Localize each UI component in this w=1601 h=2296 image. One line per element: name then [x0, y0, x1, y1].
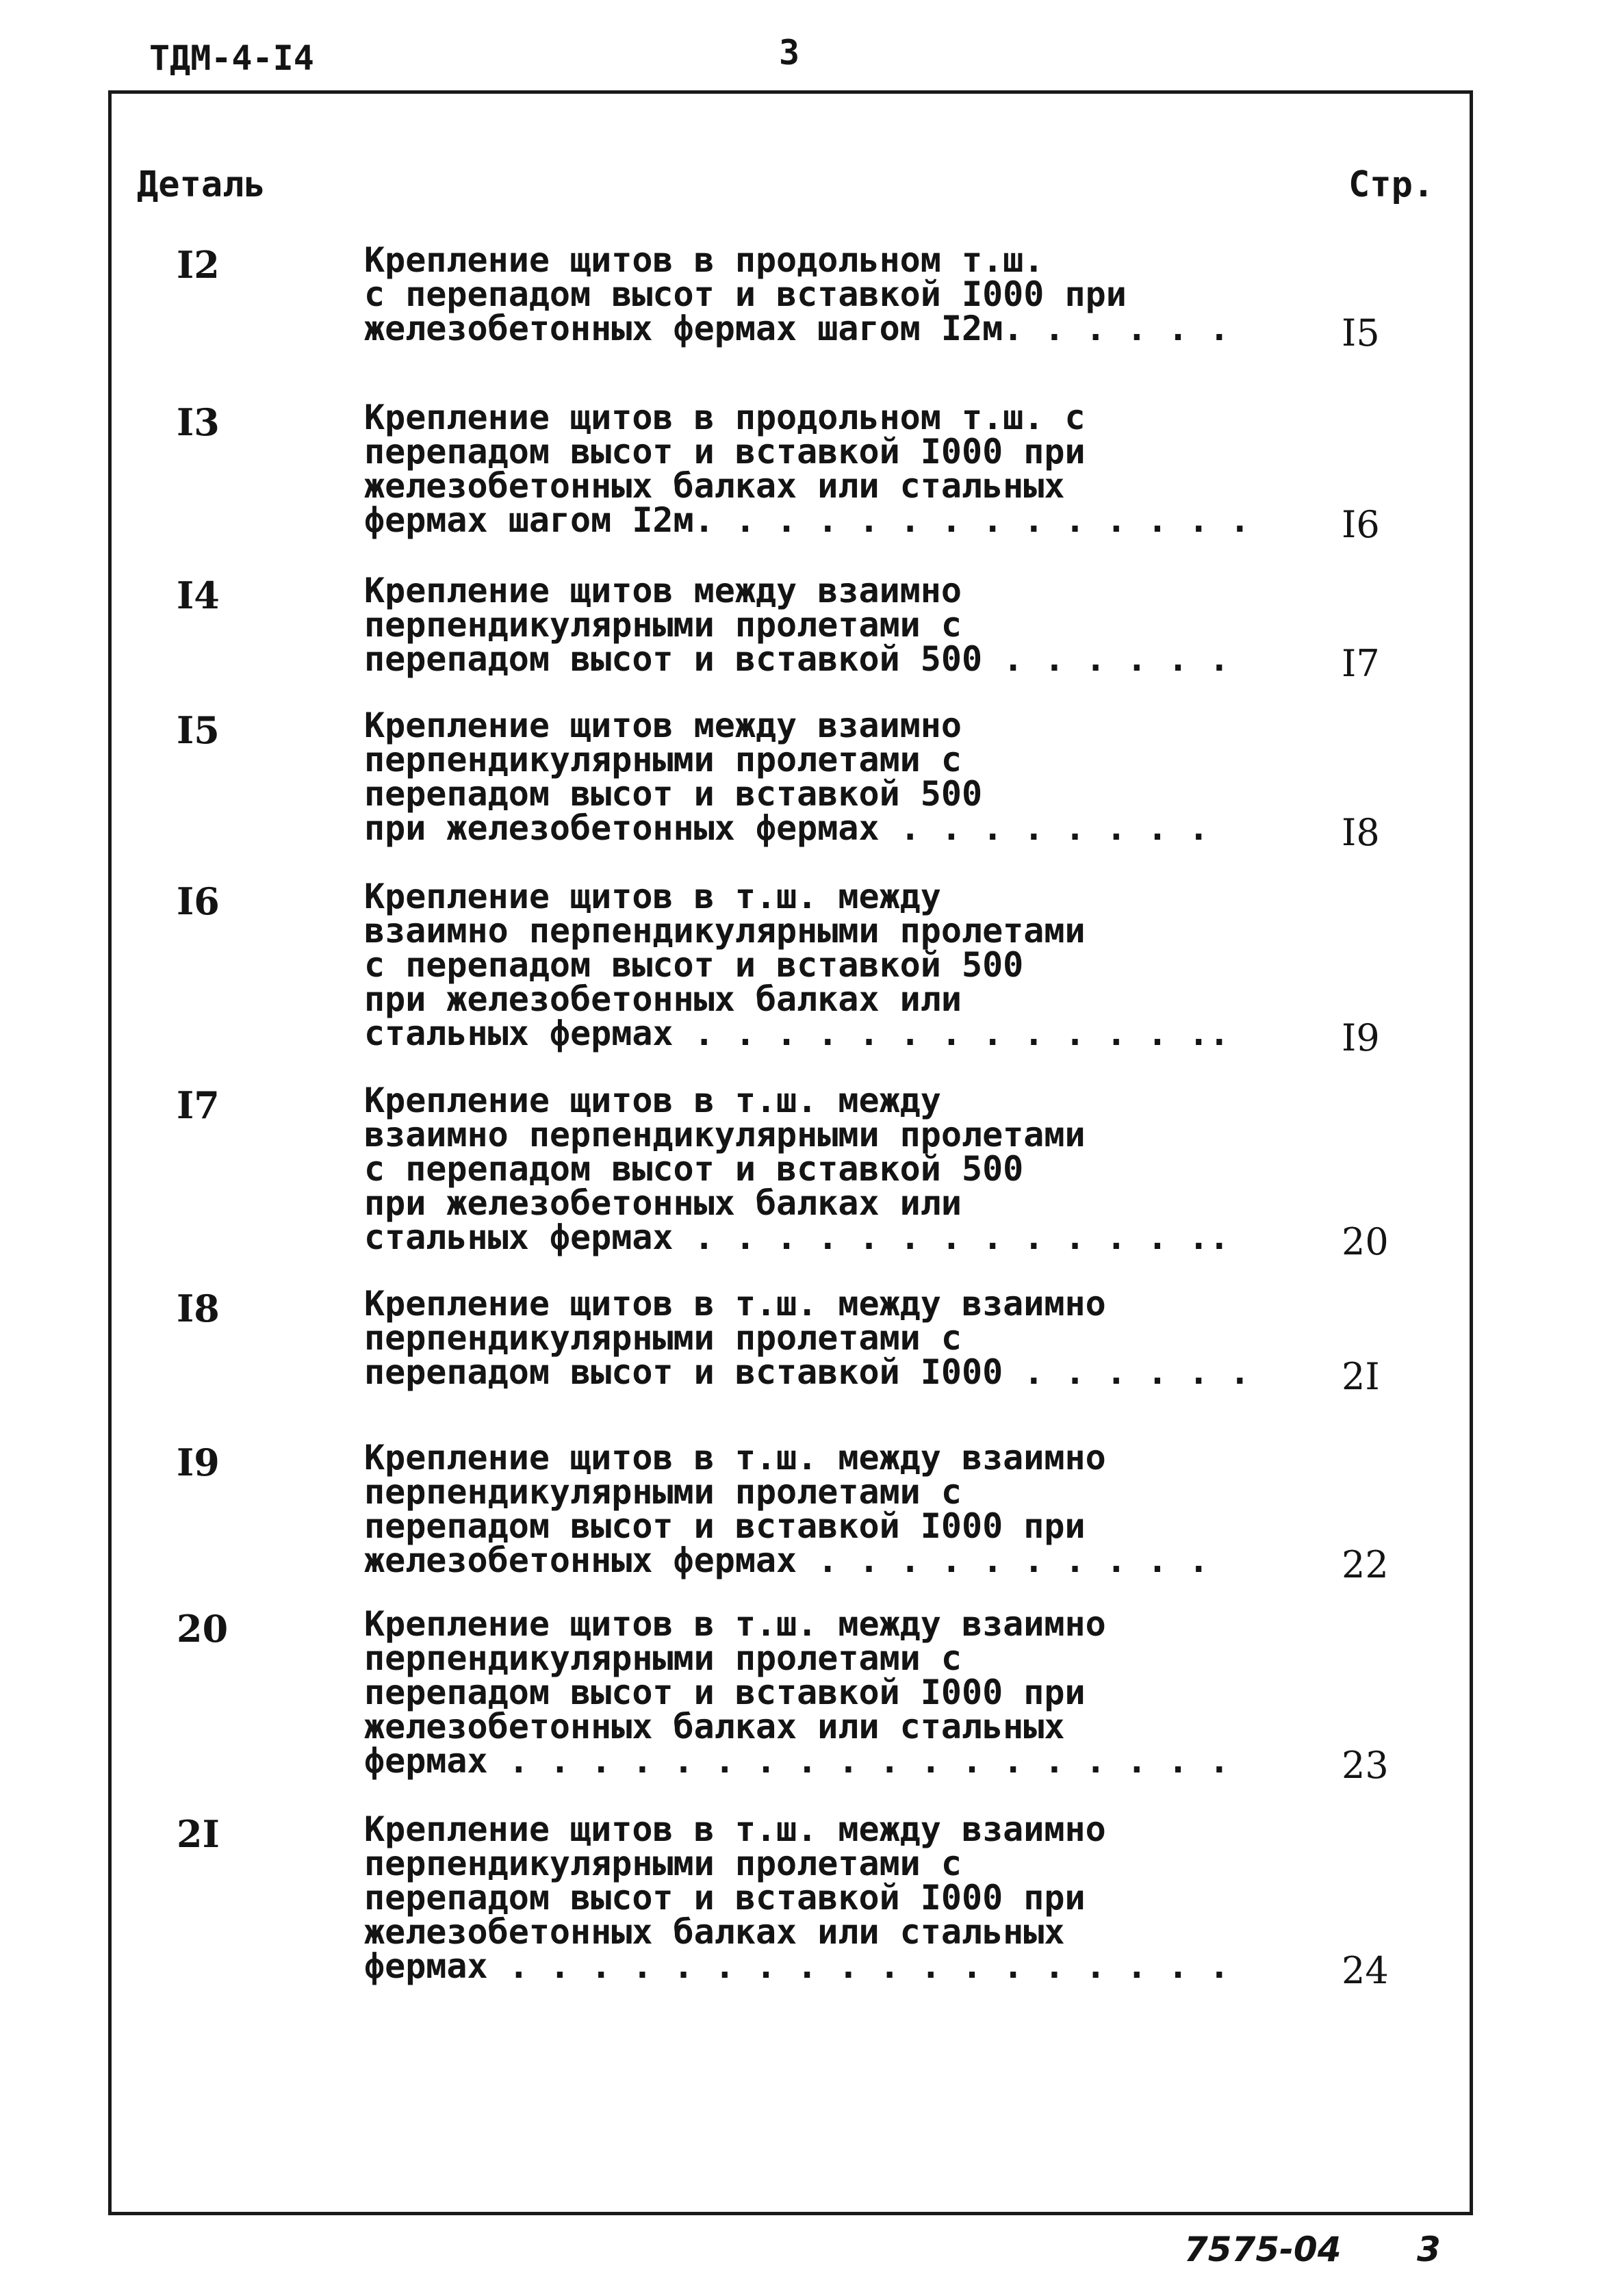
entry-page: 23	[1342, 1744, 1389, 1787]
entry-description: Крепление щитов между взаимно перпендикулярными пролетами с перепадом высот и вставкой 500 . . . . . .	[364, 571, 1230, 679]
entry-number: I4	[177, 573, 220, 617]
entry-description: Крепление щитов в т.ш. между взаимно перпендикулярными пролетами с перепадом высот и вставкой 500 при железобетонных балках или стальных фермах . . . . . . . . . . . . ..	[364, 1081, 1230, 1257]
entry-page: I8	[1342, 811, 1380, 854]
entry-page: I6	[1342, 503, 1380, 546]
entry-description: Крепление щитов в продольном т.ш. с перепадом высот и вставкой I000 при железобетонных балках или стальных фермах шагом I2м. . . . . . . . . . . . . .	[364, 398, 1251, 540]
entry-page: 24	[1342, 1949, 1389, 1992]
entry-number: I6	[177, 879, 220, 923]
entry-description: Крепление щитов в продольном т.ш. с перепадом высот и вставкой I000 при железобетонных фермах шагом I2м. . . . . .	[364, 240, 1230, 348]
entry-description: Крепление щитов в т.ш. между взаимно перпендикулярными пролетами с перепадом высот и вставкой I000 при железобетонных балках или стальных фермах . . . . . . . . . . . . . . . . . .	[364, 1809, 1230, 1986]
entry-description: Крепление щитов между взаимно перпендикулярными пролетами с перепадом высот и вставкой 500 при железобетонных фермах . . . . . . . .	[364, 706, 1209, 848]
entry-number: 2I	[177, 1812, 220, 1856]
entry-description: Крепление щитов в т.ш. между взаимно перпендикулярными пролетами с перепадом высот и вставкой I000 при железобетонных балках или стальных фермах . . . . . . . . . . . . . . . . . .	[364, 1604, 1230, 1781]
detail-column-header: Деталь	[137, 164, 266, 205]
entry-number: I9	[177, 1441, 220, 1484]
entry-number: I5	[177, 708, 220, 752]
entry-number: 20	[177, 1607, 229, 1651]
entry-page: I9	[1342, 1016, 1380, 1059]
entry-number: I3	[177, 400, 220, 444]
page-column-header: Стр.	[1348, 164, 1435, 205]
footer-archive-code: 7575-04	[1184, 2230, 1342, 2269]
entry-page: I7	[1342, 642, 1380, 685]
document-code: ТДМ-4-I4	[149, 38, 314, 78]
entry-page: 20	[1342, 1220, 1389, 1263]
entry-number: I8	[177, 1287, 220, 1330]
entry-page: I5	[1342, 311, 1380, 354]
entry-number: I2	[177, 243, 220, 287]
entry-number: I7	[177, 1083, 220, 1127]
entry-page: 2I	[1342, 1355, 1380, 1398]
entry-page: 22	[1342, 1543, 1389, 1586]
entry-description: Крепление щитов в т.ш. между взаимно перпендикулярными пролетами с перепадом высот и вставкой 500 при железобетонных балках или стальных фермах . . . . . . . . . . . . ..	[364, 877, 1230, 1053]
page-number: 3	[779, 33, 800, 73]
entry-description: Крепление щитов в т.ш. между взаимно перпендикулярными пролетами с перепадом высот и вставкой I000 при железобетонных фермах . . . . . . . . . .	[364, 1438, 1209, 1580]
footer-sheet-number: 3	[1417, 2230, 1441, 2269]
entry-description: Крепление щитов в т.ш. между взаимно перпендикулярными пролетами с перепадом высот и вставкой I000 . . . . . .	[364, 1284, 1251, 1392]
